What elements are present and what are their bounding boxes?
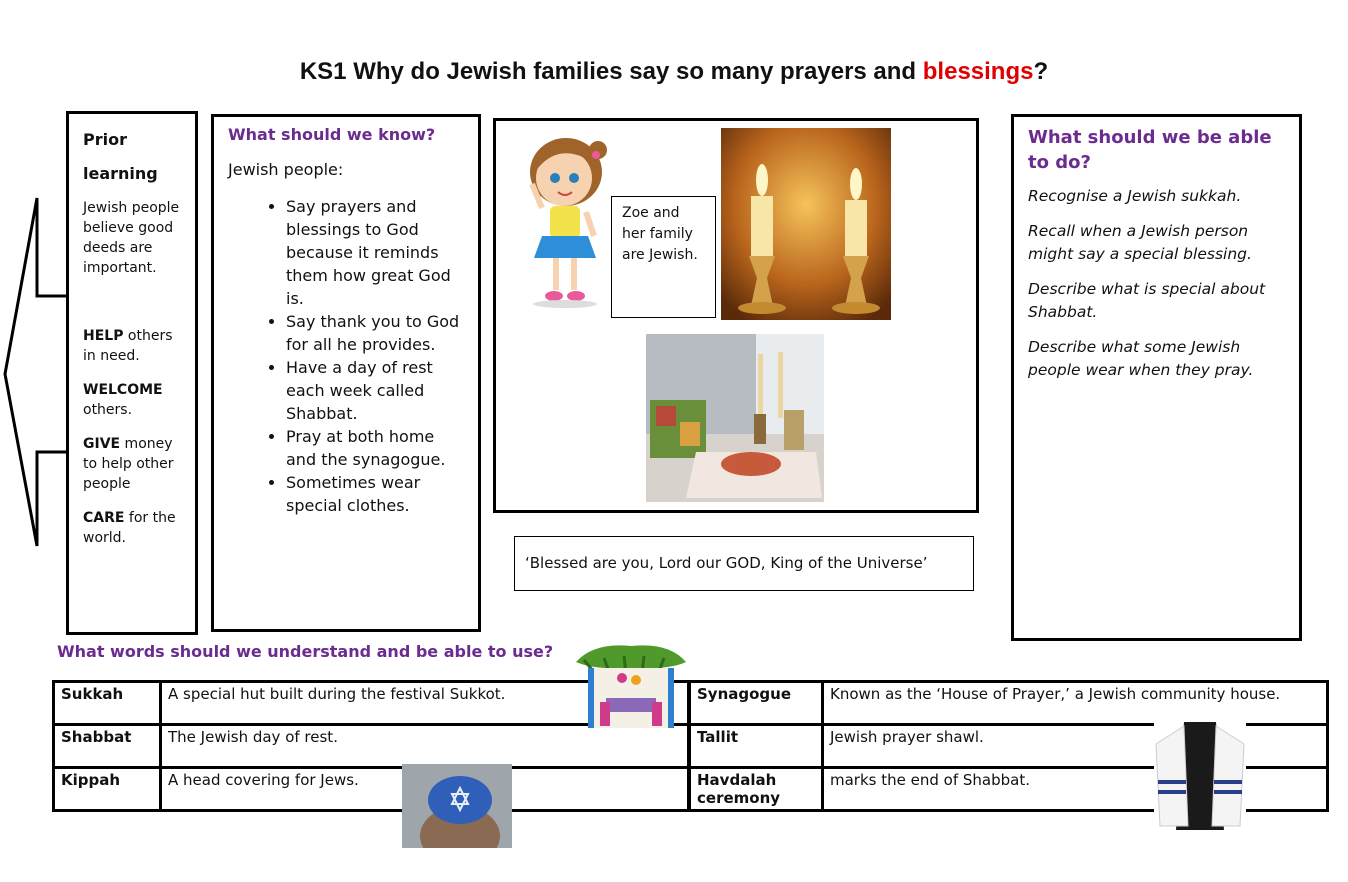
vocab-term: Havdalah ceremony xyxy=(690,768,823,811)
shabbat-table-photo xyxy=(646,334,824,502)
able-heading: What should we be able to do? xyxy=(1028,127,1272,173)
prior-item-bold: WELCOME xyxy=(83,382,163,398)
know-intro: Jewish people: xyxy=(228,160,344,179)
title-end: ? xyxy=(1033,58,1049,85)
vocab-term: Tallit xyxy=(690,725,823,768)
vocab-definition: Known as the ‘House of Prayer,’ a Jewish community house. xyxy=(823,682,1328,725)
prior-item xyxy=(83,508,185,548)
know-item: • Say thank you to God for all he provides. xyxy=(286,310,464,356)
vocab-definition: Jewish prayer shawl. xyxy=(823,725,1328,768)
kippah-photo xyxy=(402,764,512,848)
know-item: • Have a day of rest each week called Shabbat. xyxy=(286,356,464,425)
prior-item-text: others. xyxy=(83,402,133,418)
left-arrow-shape xyxy=(0,190,75,552)
prior-intro: Jewish people believe good deeds are important. xyxy=(83,200,180,276)
vocab-definition: A special hut built during the festival Sukkot. xyxy=(161,682,689,725)
sukkah-illustration xyxy=(574,642,688,730)
vocab-definition: marks the end of Shabbat. xyxy=(823,768,1328,811)
know-item: • Say prayers and blessings to God because it reminds them how great God is. xyxy=(286,195,464,310)
vocab-term: Shabbat xyxy=(54,725,161,768)
know-item: • Pray at both home and the synagogue. xyxy=(286,425,464,471)
know-list xyxy=(228,195,464,517)
vocab-term: Sukkah xyxy=(54,682,161,725)
prior-item-bold: HELP xyxy=(83,328,124,344)
table-row xyxy=(690,682,1328,725)
able-item: Recognise a Jewish sukkah. xyxy=(1028,187,1242,205)
prior-item-bold: CARE xyxy=(83,510,125,526)
prior-item xyxy=(83,380,185,420)
able-item: Describe what some Jewish people wear when they pray. xyxy=(1028,338,1254,379)
table-row xyxy=(54,725,689,768)
able-item: Describe what is special about Shabbat. xyxy=(1028,280,1266,321)
know-panel xyxy=(211,114,481,632)
prior-item-bold: GIVE xyxy=(83,436,121,452)
vocab-term: Kippah xyxy=(54,768,161,811)
prior-heading-2: learning xyxy=(83,164,158,183)
title-text: KS1 Why do Jewish families say so many prayers and xyxy=(299,58,923,85)
blessing-quote: ‘Blessed are you, Lord our GOD, King of the Universe’ xyxy=(514,536,974,591)
know-item: • Sometimes wear special clothes. xyxy=(286,471,464,517)
know-heading: What should we know? xyxy=(228,125,436,144)
tallit-photo xyxy=(1154,722,1246,832)
shabbat-candles-photo xyxy=(721,128,891,320)
prior-item xyxy=(83,434,185,494)
prior-item-text: others in need. xyxy=(83,328,173,364)
able-item: Recall when a Jewish person might say a special blessing. xyxy=(1028,222,1252,263)
vocab-term: Synagogue xyxy=(690,682,823,725)
vocab-definition: A head covering for Jews. xyxy=(161,768,689,811)
able-panel xyxy=(1011,114,1302,641)
table-row xyxy=(54,768,689,811)
prior-item-text: money to help other people xyxy=(83,436,174,492)
prior-item xyxy=(83,326,185,366)
prior-heading: Prior xyxy=(83,130,127,149)
prior-item-text: for the world. xyxy=(83,510,176,546)
prior-learning-panel xyxy=(66,111,198,635)
title-highlight: blessings xyxy=(922,58,1034,85)
page-title xyxy=(0,58,1348,86)
girl-illustration xyxy=(520,128,610,310)
words-heading: What words should we understand and be able to use? xyxy=(57,642,554,661)
zoe-caption: Zoe and her family are Jewish. xyxy=(611,196,716,318)
vocab-definition: The Jewish day of rest. xyxy=(161,725,689,768)
